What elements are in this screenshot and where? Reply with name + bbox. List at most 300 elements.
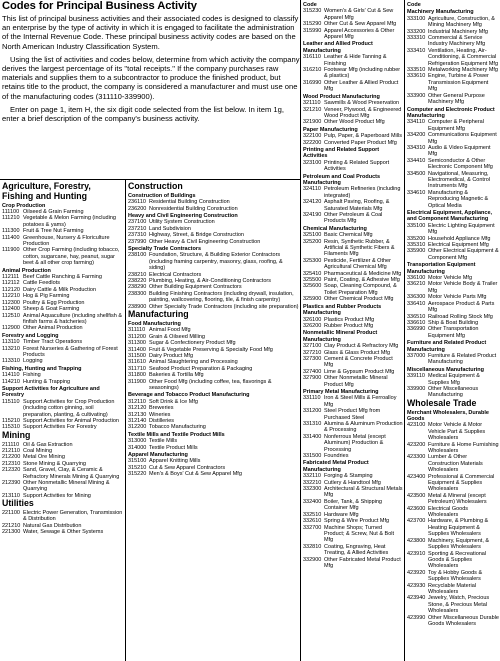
- activity-code: 237210: [128, 225, 147, 232]
- code-entry: [128, 445, 299, 451]
- activity-description: Jewelry, Watch, Precious Stone, & Precious Metal Wholesalers: [428, 595, 490, 615]
- activity-description: Hog & Pig Farming: [23, 293, 70, 300]
- activity-description: Toy & Hobby Goods & Supplies Wholesalers: [428, 569, 483, 583]
- activity-description: Other Animal Production: [23, 325, 83, 332]
- code-entry: [2, 215, 123, 228]
- activity-code: 311400: [128, 346, 146, 353]
- activity-code: 333200: [407, 28, 426, 35]
- code-entry: [2, 325, 123, 331]
- activity-code: 237100: [128, 219, 147, 226]
- activity-description: Nonresidential Building Construction: [149, 205, 238, 212]
- activity-code: 311200: [128, 333, 146, 340]
- activity-description: Forging & Stamping: [324, 473, 373, 480]
- activity-code: 326200: [303, 322, 322, 329]
- activity-description: Cut & Sew Apparel Contractors: [149, 464, 226, 471]
- activity-description: Dairy Cattle & Milk Production: [23, 286, 97, 293]
- code-entry: [407, 248, 499, 261]
- activity-code: 111900: [2, 247, 20, 254]
- code-entry: [407, 301, 499, 314]
- code-entry: [303, 8, 403, 21]
- activity-description: Furniture & Home Furnishing Wholesalers: [428, 441, 499, 455]
- subsector-heading: Furniture and Related Product Manufacturing: [407, 340, 487, 353]
- activity-code: 332610: [303, 518, 322, 525]
- activity-description: Hardware, & Plumbing & Heating Equipment & Supplies Wholesalers: [428, 518, 489, 538]
- code-entry: [303, 212, 403, 225]
- activity-code: 331110: [303, 395, 321, 402]
- activity-code: 321900: [303, 119, 322, 126]
- activity-description: Clay Product & Refractory Mfg: [324, 343, 399, 350]
- activity-code: 336610: [407, 319, 426, 326]
- column-3: [303, 1, 403, 569]
- activity-code: 327300: [303, 355, 322, 362]
- activity-code: 333900: [407, 92, 426, 99]
- column-4: [407, 1, 499, 627]
- activity-description: Hunting & Trapping: [23, 378, 71, 385]
- activity-description: Industrial Machinery Mfg: [428, 28, 488, 35]
- activity-description: Other Petroleum & Coal Products Mfg: [324, 212, 383, 225]
- activity-code: 327100: [303, 343, 322, 350]
- activity-description: Asphalt Paving, Roofing, & Saturated Materials Mfg: [324, 199, 390, 212]
- activity-code: 112300: [2, 299, 20, 306]
- code-entry: [2, 358, 123, 364]
- code-entry: [2, 510, 123, 523]
- code-entry: [407, 373, 499, 386]
- code-entry: [303, 107, 403, 120]
- activity-description: Metal Ore Mining: [23, 454, 65, 461]
- activity-description: Women's & Girls' Cut & Sew Apparel Mfg: [324, 8, 394, 21]
- activity-code: 336300: [407, 294, 426, 301]
- activity-description: Agriculture, Construction, & Mining Machinery Mfg: [428, 15, 495, 29]
- code-entry: [303, 499, 403, 512]
- activity-code: 333310: [407, 35, 426, 42]
- activity-code: 325300: [303, 257, 322, 264]
- activity-code: 333510: [407, 67, 426, 74]
- activity-code: 221210: [2, 522, 21, 529]
- code-entry: [2, 529, 123, 535]
- activity-code: 112111: [2, 274, 20, 281]
- code-entry: [407, 454, 499, 473]
- activity-code: 111300: [2, 228, 20, 235]
- activity-description: Spring & Wire Product Mfg: [324, 518, 390, 525]
- subsector-heading: Petroleum and Coal Products Manufacturing: [303, 173, 381, 186]
- activity-description: Timber Tract Operations: [23, 339, 83, 346]
- activity-description: Other Transportation Equipment Mfg: [428, 326, 479, 339]
- activity-description: Other Electrical Equipment & Component Mfg: [428, 248, 499, 261]
- activity-description: Manufacturing & Reproducing Magnetic & Optical Media: [428, 189, 489, 209]
- activity-description: Plastics Product Mfg: [324, 316, 375, 323]
- activity-code: 113310: [2, 358, 20, 365]
- activity-code: 212310: [2, 460, 21, 467]
- activity-code: 312200: [128, 424, 147, 431]
- activity-code: 238210: [128, 271, 147, 278]
- intro-paragraph-2: Using the list of activities and codes below, determine from which activity the company derives the largest percentage of its "total receipts." If the company purchases raw materials and supplies them to a subcontractor to produce the finished product, but retains title to the product, the company is considered a manufacturer and must use one of the manufacturing codes (311110-339900).: [2, 54, 300, 101]
- activity-description: Other Heavy & Civil Engineering Construction: [149, 238, 261, 245]
- activity-code: 326100: [303, 316, 322, 323]
- activity-description: Beef Cattle Ranching & Farming: [23, 274, 102, 281]
- activity-code: 237990: [128, 238, 147, 245]
- activity-code: 334310: [407, 144, 426, 151]
- subsector-heading: Primary Metal Manufacturing: [303, 388, 379, 395]
- activity-description: Printing & Related Support Activities: [324, 159, 390, 173]
- activity-description: Textile Mills: [149, 438, 178, 445]
- activity-description: Other Fabricated Metal Product Mfg: [324, 556, 401, 569]
- activity-description: Soap, Cleaning Compound, & Toilet Preparation Mfg: [324, 283, 397, 296]
- activity-description: Hardware Mfg: [324, 511, 359, 518]
- activity-description: Sheep & Goat Farming: [23, 306, 80, 313]
- activity-description: Oilseed & Grain Farming: [23, 209, 84, 215]
- activity-description: Electrical Goods Wholesalers: [428, 505, 469, 519]
- activity-description: Leather & Hide Tanning & Finishing: [324, 54, 387, 67]
- activity-code: 315210: [128, 464, 147, 471]
- activity-description: Medical Equipment & Supplies Mfg: [428, 373, 480, 386]
- code-entry: [407, 16, 499, 29]
- code-entry: [407, 35, 499, 48]
- activity-description: Soft Drink & Ice Mfg: [149, 398, 198, 405]
- activity-code: 211110: [2, 441, 20, 448]
- activity-description: Sporting & Recreational Goods & Supplies Wholesalers: [428, 550, 487, 570]
- code-entry: [303, 434, 403, 453]
- activity-code: 334200: [407, 132, 426, 139]
- activity-code: 115310: [2, 424, 20, 431]
- activity-code: 336210: [407, 281, 426, 288]
- activity-code: 322200: [303, 139, 322, 146]
- code-entry: [407, 73, 499, 92]
- activity-description: Communications Equipment Mfg: [428, 132, 497, 145]
- page-title: Codes for Principal Business Activity: [2, 0, 197, 12]
- code-entry: [128, 291, 299, 304]
- activity-code: 332210: [303, 479, 322, 486]
- activity-description: Aerospace Product & Parts Mfg: [428, 300, 495, 314]
- activity-description: Fruit & Vegetable Preserving & Specialty Food Mfg: [149, 346, 273, 353]
- activity-code: 325410: [303, 270, 322, 277]
- activity-description: Men's & Boys' Cut & Sew Apparel Mfg: [149, 471, 242, 478]
- code-entry: [407, 442, 499, 455]
- code-entry: [407, 48, 499, 67]
- subsector-heading: Support Activities for Agriculture and Forestry: [2, 385, 100, 399]
- activity-description: Professional & Commercial Equipment & Supplies Wholesalers: [428, 473, 495, 493]
- code-entry: [303, 323, 403, 329]
- activity-description: Utility System Construction: [149, 219, 215, 226]
- subsector-heading: Computer and Electronic Product Manufacturing: [407, 106, 495, 119]
- activity-code: 335100: [407, 222, 426, 229]
- activity-code: 316990: [303, 79, 322, 86]
- activity-description: Pharmaceutical & Medicine Mfg: [324, 270, 402, 277]
- activity-code: 112510: [2, 312, 20, 319]
- activity-code: 423300: [407, 454, 426, 461]
- activity-description: Machinery, Equipment, & Supplies Wholesalers: [428, 537, 490, 551]
- activity-code: 336410: [407, 300, 426, 307]
- sector-heading: Mining: [2, 429, 31, 440]
- subsector-heading: Electrical Equipment, Appliance, and Component Manufacturing: [407, 210, 493, 223]
- code-entry: [407, 223, 499, 236]
- activity-description: Water, Sewage & Other Systems: [23, 529, 104, 536]
- activity-description: Other General Purpose Machinery Mfg: [428, 92, 485, 106]
- activity-description: Cement & Concrete Product Mfg: [324, 355, 393, 369]
- activity-code: 311300: [128, 340, 146, 347]
- activity-code: 423930: [407, 582, 426, 589]
- column-divider-3: [404, 0, 405, 661]
- activity-code: 112120: [2, 286, 20, 293]
- activity-description: Metalworking Machinery Mfg: [428, 67, 498, 74]
- activity-description: Plumbing, Heating, & Air-Conditioning Contractors: [149, 278, 271, 285]
- sector-heading: Manufacturing: [128, 309, 189, 320]
- activity-code: 236200: [128, 205, 147, 212]
- activity-description: Other Wood Product Mfg: [324, 119, 385, 126]
- code-entry: [2, 379, 123, 385]
- code-entry: [303, 28, 403, 41]
- code-entry: [407, 518, 499, 537]
- intro-paragraph-1: This list of principal business activities and their associated codes is designed to classify an enterprise by the type of activity in which it is engaged to facilitate the administration of the Internal Revenue Code. These principal business activity codes are based on the North American Industry Classification System.: [2, 14, 299, 51]
- activity-description: Apparel Accessories & Other Apparel Mfg: [324, 27, 395, 41]
- column-divider-1: [125, 179, 126, 661]
- activity-description: Electrical Contractors: [149, 271, 202, 278]
- activity-code: 315220: [128, 471, 147, 478]
- activity-code: 331500: [303, 453, 322, 460]
- subsector-heading: Fabricated Metal Product Manufacturing: [303, 460, 369, 473]
- activity-code: 423990: [407, 614, 426, 621]
- code-entry: [128, 252, 299, 271]
- activity-description: Wineries: [149, 411, 171, 418]
- activity-description: Lime & Gypsum Product Mfg: [324, 368, 395, 375]
- activity-description: Engine, Turbine & Power Transmission Equipment Mfg: [428, 73, 489, 93]
- activity-description: Rubber Product Mfg: [324, 322, 374, 329]
- activity-code: 423500: [407, 492, 426, 499]
- activity-code: 115210: [2, 418, 20, 424]
- activity-code: 331200: [303, 408, 322, 415]
- code-entry: [128, 379, 299, 392]
- activity-code: 238290: [128, 284, 147, 291]
- subsector-heading: Paper Manufacturing: [303, 126, 358, 133]
- sector-heading: Wholesale Trade: [407, 397, 477, 408]
- code-entry: [407, 190, 499, 209]
- code-entry: [303, 356, 403, 369]
- activity-description: Other Crop Farming (including tobacco, cotton, sugarcane, hay, peanut, sugar beet & all other crop farming): [23, 247, 120, 267]
- code-entry: [407, 132, 499, 145]
- activity-code: 327400: [303, 368, 322, 375]
- activity-code: 212110: [2, 448, 20, 455]
- activity-description: Ventilation, Heating, Air-Conditioning, & Commercial Refrigeration Equipment Mfg: [428, 47, 499, 67]
- activity-description: Fishing: [23, 372, 41, 379]
- code-entry: [407, 570, 499, 583]
- subsector-heading: Textile Mills and Textile Product Mills: [128, 431, 225, 438]
- activity-code: 336100: [407, 275, 426, 282]
- activity-description: Natural Gas Distribution: [23, 522, 82, 529]
- activity-code: 113110: [2, 339, 20, 346]
- activity-description: Semiconductor & Other Electronic Component Mfg: [428, 157, 493, 171]
- activity-code: 423910: [407, 550, 426, 557]
- activity-description: Veneer, Plywood, & Engineered Wood Product Mfg: [324, 106, 402, 119]
- activity-code: 333100: [407, 15, 426, 22]
- activity-code: 327900: [303, 375, 322, 382]
- subsector-heading: Forestry and Logging: [2, 332, 59, 339]
- subsector-heading: Leather and Allied Product Manufacturing: [303, 41, 373, 54]
- activity-code: 113210: [2, 345, 20, 352]
- column-1: [2, 182, 123, 536]
- activity-description: Other Specialty Trade Contractors (including site preparation): [149, 303, 299, 310]
- activity-code: 331310: [303, 421, 322, 427]
- activity-code: 335900: [407, 248, 426, 255]
- subsector-heading: Nonmetallic Mineral Product Manufacturing: [303, 330, 378, 343]
- code-entry: [303, 375, 403, 388]
- activity-description: Motor Vehicle Body & Trailer Mfg: [428, 281, 498, 294]
- sector-heading: Utilities: [2, 498, 34, 509]
- activity-code: 112400: [2, 306, 20, 313]
- subsector-heading: Wood Product Manufacturing: [303, 93, 380, 100]
- subsector-heading: Food Manufacturing: [128, 320, 181, 327]
- activity-description: Architectural & Structural Metals Mfg: [324, 486, 403, 499]
- activity-description: Foundries: [324, 453, 349, 460]
- subsector-heading: Merchant Wholesalers, Durable Goods: [407, 409, 489, 422]
- activity-code: 323100: [303, 159, 322, 166]
- activity-description: Residential Building Construction: [149, 199, 230, 206]
- activity-code: 238100: [128, 252, 147, 259]
- activity-code: 324190: [303, 212, 322, 218]
- code-entry: [303, 296, 403, 302]
- code-entry: [303, 421, 403, 434]
- activity-code: 423920: [407, 569, 426, 576]
- subsector-heading: Code: [303, 2, 317, 8]
- activity-description: Support Activities for Animal Production: [23, 418, 119, 424]
- activity-code: 315230: [303, 8, 322, 15]
- activity-code: 332700: [303, 524, 322, 531]
- activity-description: Other Food Mfg (including coffee, tea, flavorings & seasonings): [149, 378, 272, 391]
- activity-code: 311610: [128, 359, 146, 366]
- activity-code: 332900: [303, 556, 322, 563]
- activity-description: Alumina & Aluminum Production & Processing: [324, 421, 403, 434]
- code-entry: [128, 424, 299, 430]
- activity-description: Motor Vehicle Mfg: [428, 275, 473, 282]
- code-entry: [303, 80, 403, 93]
- activity-code: 423400: [407, 473, 426, 480]
- activity-code: 112900: [2, 325, 20, 332]
- activity-code: 315990: [303, 27, 322, 34]
- code-entry: [303, 557, 403, 570]
- intro-block: [2, 0, 300, 127]
- activity-code: 324110: [303, 186, 321, 193]
- code-entry: [303, 453, 403, 459]
- column-2: [128, 182, 299, 478]
- activity-code: 316210: [303, 67, 322, 74]
- code-entry: [2, 313, 123, 326]
- activity-description: Motor Vehicle Parts Mfg: [428, 294, 487, 301]
- activity-code: 325200: [303, 238, 322, 245]
- subsector-heading: Code: [407, 2, 421, 8]
- activity-description: Other Miscellaneous Durable Goods Wholesalers: [428, 614, 499, 627]
- activity-code: 312130: [128, 411, 147, 418]
- activity-code: 336510: [407, 313, 426, 320]
- activity-code: 325500: [303, 277, 322, 284]
- activity-description: Coal Mining: [23, 448, 53, 455]
- code-entry: [303, 54, 403, 67]
- activity-description: Furniture & Related Product Manufacturing: [428, 352, 497, 366]
- subsector-heading: Construction of Buildings: [128, 192, 196, 199]
- activity-description: Dairy Product Mfg: [149, 352, 194, 359]
- code-entry: [407, 171, 499, 190]
- subsector-heading: Transportation Equipment Manufacturing: [407, 262, 476, 275]
- activity-description: Seafood Product Preparation & Packaging: [149, 365, 253, 372]
- activity-description: Building Finishing Contractors (including drywall, insulation, painting, wallcovering, flooring, tile, & finish carpentry): [149, 290, 294, 304]
- subsector-heading: Beverage and Tobacco Product Manufacturing: [128, 392, 250, 399]
- activity-description: Commercial & Service Industry Machinery Mfg: [428, 35, 486, 48]
- activity-code: 331400: [303, 433, 322, 440]
- activity-code: 332110: [303, 473, 321, 480]
- activity-description: Poultry & Egg Production: [23, 299, 85, 306]
- activity-description: Distilleries: [149, 418, 175, 424]
- activity-code: 315290: [303, 21, 322, 28]
- activity-code: 335200: [407, 235, 426, 242]
- code-entry: [303, 395, 403, 408]
- activity-code: 423100: [407, 422, 426, 429]
- code-entry: [407, 119, 499, 132]
- activity-code: 332810: [303, 543, 322, 550]
- activity-description: Sugar & Confectionery Product Mfg: [149, 340, 236, 347]
- subsector-heading: Specialty Trade Contractors: [128, 246, 202, 253]
- activity-description: Support Activities for Crop Production (including cotton ginning, soil preparation, planting, & cultivating): [23, 398, 115, 418]
- activity-description: Motor Vehicle & Motor Vehicle Part & Supplies Wholesalers: [428, 422, 486, 442]
- activity-code: 316110: [303, 54, 321, 61]
- activity-description: Other Leather & Allied Product Mfg: [324, 79, 399, 93]
- activity-description: Electrical Equipment Mfg: [428, 242, 489, 249]
- subsector-heading: Fishing, Hunting and Trapping: [2, 365, 82, 372]
- activity-code: 312140: [128, 418, 147, 424]
- activity-code: 335310: [407, 242, 426, 249]
- activity-description: Other Chemical Product Mfg: [324, 296, 394, 303]
- activity-code: 212390: [2, 480, 21, 487]
- activity-description: Land Subdivision: [149, 225, 191, 232]
- activity-description: Lumber & Other Construction Materials Wholesalers: [428, 454, 483, 474]
- activity-description: Machine Shops; Turned Product; & Screw, Nut & Bolt Mfg: [324, 524, 395, 544]
- activity-code: 423800: [407, 537, 426, 544]
- activity-description: Resin, Synthetic Rubber, & Artificial & Synthetic Fibers & Filaments Mfg: [324, 238, 395, 258]
- activity-description: Sand, Gravel, Clay, & Ceramic & Refractory Minerals Mining & Quarrying: [23, 467, 120, 480]
- activity-description: Basic Chemical Mfg: [324, 232, 373, 239]
- code-entry: [128, 239, 299, 245]
- code-entry: [407, 615, 499, 628]
- activity-description: Pesticide, Fertilizer & Other Agricultural Chemical Mfg: [324, 257, 391, 271]
- code-entry: [407, 326, 499, 339]
- activity-code: 324120: [303, 199, 322, 206]
- code-entry: [407, 353, 499, 366]
- code-entry: [407, 474, 499, 493]
- code-entry: [407, 551, 499, 570]
- activity-code: 332400: [303, 498, 322, 505]
- activity-description: Other Nonmetallic Mineral Mining & Quarrying: [23, 480, 110, 493]
- activity-description: Breweries: [149, 405, 174, 412]
- activity-description: Stone Mining & Quarrying: [23, 460, 86, 467]
- subsector-heading: Heavy and Civil Engineering Construction: [128, 213, 238, 220]
- sector-heading: Agriculture, Forestry, Fishing and Hunting: [2, 181, 91, 201]
- code-entry: [407, 158, 499, 171]
- activity-description: Electric Power Generation, Transmission & Distribution: [23, 510, 123, 523]
- code-entry: [303, 67, 403, 80]
- activity-code: 336990: [407, 326, 426, 333]
- subsector-heading: Miscellaneous Manufacturing: [407, 366, 485, 373]
- code-entry: [407, 538, 499, 551]
- activity-code: 238300: [128, 290, 147, 297]
- activity-description: Converted Paper Product Mfg: [324, 139, 397, 146]
- subsector-heading: Animal Production: [2, 267, 51, 274]
- activity-description: Glass & Glass Product Mfg: [324, 349, 391, 356]
- activity-description: Highway, Street, & Bridge Construction: [149, 232, 244, 239]
- activity-code: 311710: [128, 365, 146, 372]
- code-entry: [303, 486, 403, 499]
- activity-description: Tobacco Manufacturing: [149, 424, 206, 431]
- code-entry: [2, 235, 123, 248]
- activity-code: 311500: [128, 352, 146, 359]
- code-entry: [303, 258, 403, 271]
- activity-code: 322100: [303, 133, 322, 140]
- activity-description: Audio & Video Equipment Mfg: [428, 144, 491, 158]
